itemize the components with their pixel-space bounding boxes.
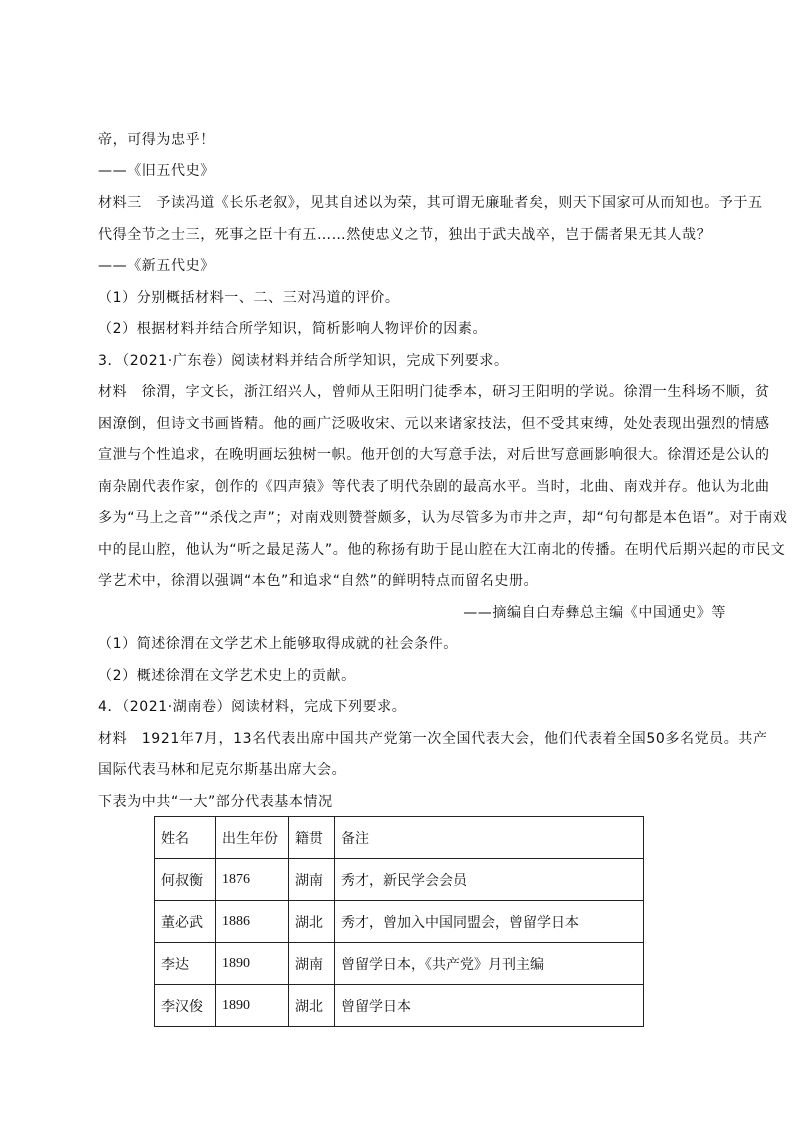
table-cell-year: 1890	[216, 985, 289, 1027]
text-line: 材料 1921年7月，13名代表出席中国共产党第一次全国代表大会，他们代表着全国50多名党员。共产	[98, 731, 768, 747]
text-line: 中的昆山腔，他认为“听之最足荡人”。他的称扬有助于昆山腔在大江南北的传播。在明代后期兴起的市民文	[98, 542, 786, 558]
source-citation: ——摘编自白寿彝总主编《中国通史》等	[463, 605, 726, 621]
question-heading: 4．（2021·湖南卷）阅读材料，完成下列要求。	[98, 699, 407, 715]
question-item: （1）简述徐渭在文学艺术上能够取得成就的社会条件。	[98, 636, 458, 652]
text-line: 材料 徐渭，字文长，浙江绍兴人，曾师从王阳明门徒季本，研习王阳明的学说。徐渭一生科场不顺，贫	[98, 384, 770, 400]
question-item: （2）根据材料并结合所学知识，简析影响人物评价的因素。	[98, 321, 488, 337]
table-header-row	[155, 817, 644, 859]
text-line: 材料三 予读冯道《长乐老叙》，见其自述以为荣，其可谓无廉耻者矣，则天下国家可从而知也。予于五	[98, 195, 763, 211]
question-item: （1）分别概括材料一、二、三对冯道的评价。	[98, 290, 400, 306]
text-line: 学艺术中，徐渭以强调“本色”和追求“自然”的鲜明特点而留名史册。	[98, 573, 539, 589]
table-row	[155, 943, 644, 985]
table-header-cell: 籍贯	[289, 817, 335, 859]
text-line: 帝，可得为忠乎！	[98, 132, 215, 148]
delegates-table	[154, 816, 644, 1027]
table-cell-note: 曾留学日本	[335, 985, 644, 1027]
text-line: 宣泄与个性追求，在晚明画坛独树一帜。他开创的大写意手法，对后世写意画影响很大。徐渭还是公认的	[98, 447, 770, 463]
table-row	[155, 859, 644, 901]
text-line: 南杂剧代表作家，创作的《四声猿》等代表了明代杂剧的最高水平。当时，北曲、南戏并存。他认为北曲	[98, 479, 770, 495]
table-cell-name: 李汉俊	[155, 985, 216, 1027]
table-row	[155, 985, 644, 1027]
table-row	[155, 901, 644, 943]
table-header-cell: 姓名	[155, 817, 216, 859]
table-cell-origin: 湖南	[289, 859, 335, 901]
table-cell-year: 1886	[216, 901, 289, 943]
text-line: 多为“马上之音”“杀伐之声”；对南戏则赞誉颇多，认为尽管多为市井之声，却“句句都是本色语”。对于南戏	[98, 510, 788, 526]
text-line: 代得全节之士三，死事之臣十有五……然使忠义之节，独出于武夫战卒，岂于儒者果无其人哉？	[98, 227, 712, 243]
table-cell-name: 董必武	[155, 901, 216, 943]
table-caption: 下表为中共“一大”部分代表基本情况	[98, 794, 333, 810]
table-header-cell: 出生年份	[216, 817, 289, 859]
question-item: （2）概述徐渭在文学艺术史上的贡献。	[98, 668, 356, 684]
table-cell-year: 1876	[216, 859, 289, 901]
table-cell-origin: 湖南	[289, 943, 335, 985]
table-cell-origin: 湖北	[289, 985, 335, 1027]
table-cell-note: 秀才，曾加入中国同盟会，曾留学日本	[335, 901, 644, 943]
table-header-cell: 备注	[335, 817, 644, 859]
text-line: 困潦倒，但诗文书画皆精。他的画广泛吸收宋、元以来诸家技法，但不受其束缚，处处表现出强烈的情感	[98, 416, 770, 432]
question-heading: 3．（2021·广东卷）阅读材料并结合所学知识，完成下列要求。	[98, 353, 509, 369]
table-cell-year: 1890	[216, 943, 289, 985]
source-citation: ——《新五代史》	[98, 258, 215, 274]
text-line: 国际代表马林和尼克尔斯基出席大会。	[98, 762, 347, 778]
table-cell-name: 李达	[155, 943, 216, 985]
table-cell-note: 秀才，新民学会会员	[335, 859, 644, 901]
source-citation: ——《旧五代史》	[98, 163, 215, 179]
table-cell-note: 曾留学日本，《共产党》月刊主编	[335, 943, 644, 985]
table-cell-name: 何叔衡	[155, 859, 216, 901]
table-cell-origin: 湖北	[289, 901, 335, 943]
